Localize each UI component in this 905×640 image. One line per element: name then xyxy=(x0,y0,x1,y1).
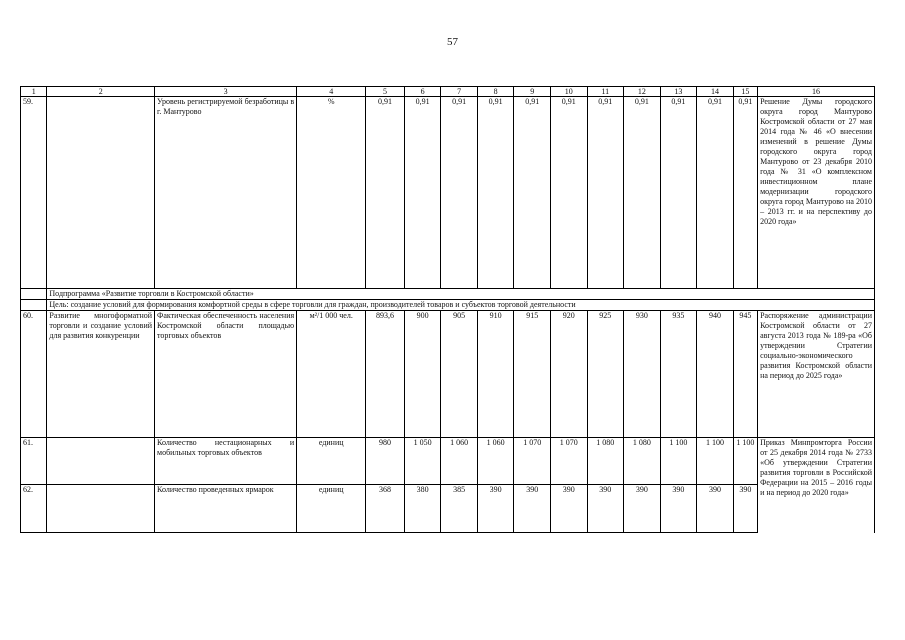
value-cell: 905 xyxy=(441,311,478,438)
header-cell: 16 xyxy=(758,87,875,97)
value-cell: 1 060 xyxy=(477,438,514,485)
header-cell: 5 xyxy=(366,87,405,97)
page-number: 57 xyxy=(447,36,458,48)
table-row xyxy=(21,438,875,485)
value-cell: 0,91 xyxy=(587,97,624,289)
value-cell: 925 xyxy=(587,311,624,438)
value-cell: 1 080 xyxy=(624,438,661,485)
unit-cell: единиц xyxy=(297,438,366,485)
value-cell: 390 xyxy=(587,485,624,533)
indicator-name-cell: Фактическая обеспеченность населения Костромской области площадью торговых объектов xyxy=(155,311,297,438)
program-name-cell xyxy=(47,438,155,485)
value-cell: 945 xyxy=(733,311,757,438)
value-cell: 390 xyxy=(733,485,757,533)
indicator-name-cell: Количество нестационарных и мобильных торговых объектов xyxy=(155,438,297,485)
value-cell: 390 xyxy=(660,485,697,533)
unit-cell: % xyxy=(297,97,366,289)
value-cell: 385 xyxy=(441,485,478,533)
value-cell: 910 xyxy=(477,311,514,438)
value-cell: 0,91 xyxy=(404,97,441,289)
value-cell: 368 xyxy=(366,485,405,533)
header-cell: 1 xyxy=(21,87,47,97)
header-cell: 8 xyxy=(477,87,514,97)
table-row xyxy=(21,311,875,438)
value-cell: 0,91 xyxy=(733,97,757,289)
value-cell: 0,91 xyxy=(697,97,734,289)
header-cell: 3 xyxy=(155,87,297,97)
row-number-cell: 59. xyxy=(21,97,47,289)
header-cell: 7 xyxy=(441,87,478,97)
value-cell: 0,91 xyxy=(660,97,697,289)
program-name-cell xyxy=(47,97,155,289)
header-cell: 11 xyxy=(587,87,624,97)
unit-cell: м²/1 000 чел. xyxy=(297,311,366,438)
value-cell: 1 100 xyxy=(660,438,697,485)
subprogram-title: Подпрограмма «Развитие торговли в Костромской области» xyxy=(47,289,875,300)
document-cell: Распоряжение администрации Костромской области от 27 августа 2013 года № 189-ра «Об утверждении Стратегии социально-экономического развития Костромской области на период до 2025 года» xyxy=(758,311,875,438)
value-cell: 390 xyxy=(477,485,514,533)
value-cell: 1 100 xyxy=(733,438,757,485)
value-cell: 920 xyxy=(550,311,587,438)
value-cell: 390 xyxy=(624,485,661,533)
value-cell: 893,6 xyxy=(366,311,405,438)
row-number-cell: 60. xyxy=(21,311,47,438)
indicator-name-cell: Количество проведенных ярмарок xyxy=(155,485,297,533)
value-cell: 980 xyxy=(366,438,405,485)
value-cell: 1 050 xyxy=(404,438,441,485)
value-cell: 915 xyxy=(514,311,551,438)
value-cell: 935 xyxy=(660,311,697,438)
value-cell: 1 060 xyxy=(441,438,478,485)
value-cell: 0,91 xyxy=(514,97,551,289)
unit-cell: единиц xyxy=(297,485,366,533)
indicators-table xyxy=(20,86,875,533)
value-cell: 1 080 xyxy=(587,438,624,485)
value-cell: 0,91 xyxy=(441,97,478,289)
header-cell: 2 xyxy=(47,87,155,97)
header-cell: 12 xyxy=(624,87,661,97)
header-cell: 4 xyxy=(297,87,366,97)
header-cell: 6 xyxy=(404,87,441,97)
row-number-cell: 62. xyxy=(21,485,47,533)
value-cell: 1 100 xyxy=(697,438,734,485)
table-row xyxy=(21,485,875,533)
value-cell: 930 xyxy=(624,311,661,438)
value-cell: 1 070 xyxy=(514,438,551,485)
value-cell: 0,91 xyxy=(366,97,405,289)
table-row xyxy=(21,97,875,289)
header-cell: 15 xyxy=(733,87,757,97)
program-name-cell: Развитие многоформатной торговли и создание условий для развития конкуренции xyxy=(47,311,155,438)
value-cell: 390 xyxy=(697,485,734,533)
value-cell: 380 xyxy=(404,485,441,533)
value-cell: 940 xyxy=(697,311,734,438)
header-cell: 14 xyxy=(697,87,734,97)
value-cell: 0,91 xyxy=(624,97,661,289)
value-cell: 390 xyxy=(514,485,551,533)
goal-text: Цель: создание условий для формирования комфортной среды в сфере торговли для граждан, производителей товаров и субъектов торговой деятельности xyxy=(47,300,875,311)
header-cell: 13 xyxy=(660,87,697,97)
indicator-name-cell: Уровень регистрируемой безработицы в г. Мантурово xyxy=(155,97,297,289)
value-cell: 900 xyxy=(404,311,441,438)
table-header-row xyxy=(21,87,875,97)
header-cell: 10 xyxy=(550,87,587,97)
value-cell: 0,91 xyxy=(477,97,514,289)
row-number-cell: 61. xyxy=(21,438,47,485)
document-cell: Приказ Минпромторга России от 25 декабря 2014 года № 2733 «Об утверждении Стратегии развития торговли в Российской Федерации на 2015 – 2016 годы и на период до 2020 года» xyxy=(758,438,875,533)
goal-row xyxy=(21,300,875,311)
program-name-cell xyxy=(47,485,155,533)
header-cell: 9 xyxy=(514,87,551,97)
subprogram-row xyxy=(21,289,875,300)
value-cell: 1 070 xyxy=(550,438,587,485)
value-cell: 390 xyxy=(550,485,587,533)
value-cell: 0,91 xyxy=(550,97,587,289)
document-cell: Решение Думы городского округа город Мантурово Костромской области от 27 мая 2014 года № 46 «О внесении изменений в решение Думы городского округа город Мантурово от 23 декабря 2010 года № 31 «О комплексном инвестиционном плане модернизации городского округа город Мантурово на 2010 – 2013 гг. и на перспективу до 2020 года» xyxy=(758,97,875,289)
